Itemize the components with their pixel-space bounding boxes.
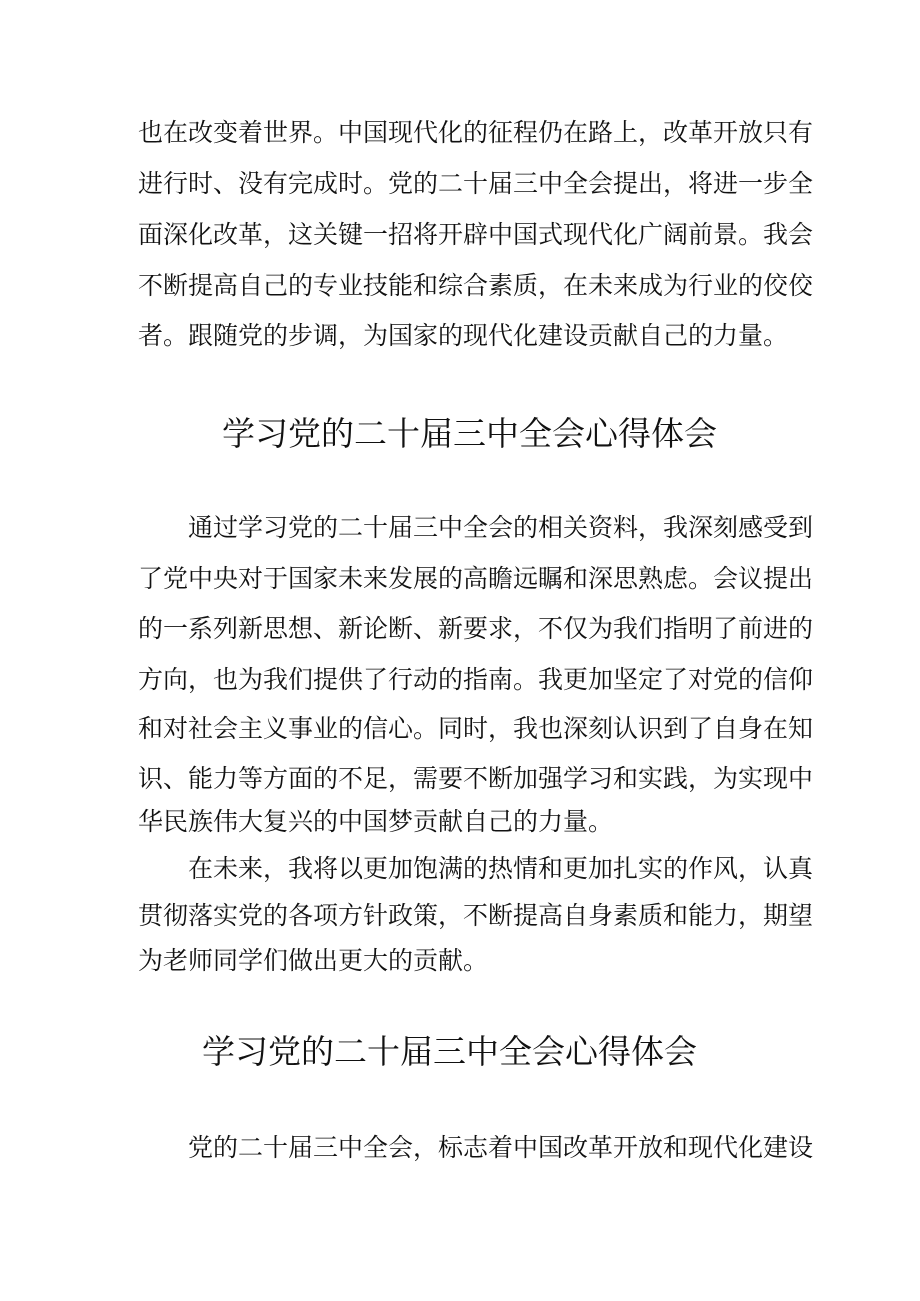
paragraph-line: 也在改变着世界。中国现代化的征程仍在路上，改革开放只有 <box>138 118 814 147</box>
paragraph-line: 华民族伟大复兴的中国梦贡献自己的力量。 <box>138 807 614 836</box>
paragraph-line: 了党中央对于国家未来发展的高瞻远瞩和深思熟虑。会议提出 <box>138 564 814 593</box>
paragraph-line: 在未来，我将以更加饱满的热情和更加扎实的作风，认真 <box>188 854 814 883</box>
paragraph-line: 不断提高自己的专业技能和综合素质，在未来成为行业的佼佼 <box>138 271 814 300</box>
paragraph-line: 贯彻落实党的各项方针政策，不断提高自身素质和能力，期望 <box>138 901 814 930</box>
section-title: 学习党的二十届三中全会心得体会 <box>222 414 717 453</box>
paragraph-line: 党的二十届三中全会，标志着中国改革开放和现代化建设 <box>188 1133 814 1162</box>
paragraph-line: 和对社会主义事业的信心。同时，我也深刻认识到了自身在知 <box>138 714 814 743</box>
paragraph-line: 识、能力等方面的不足，需要不断加强学习和实践，为实现中 <box>138 764 814 793</box>
paragraph-line: 的一系列新思想、新论断、新要求，不仅为我们指明了前进的 <box>138 614 814 643</box>
paragraph-line: 通过学习党的二十届三中全会的相关资料，我深刻感受到 <box>188 513 814 542</box>
paragraph-line: 进行时、没有完成时。党的二十届三中全会提出，将进一步全 <box>138 169 814 198</box>
paragraph-line: 方向，也为我们提供了行动的指南。我更加坚定了对党的信仰 <box>138 665 814 694</box>
paragraph-line: 为老师同学们做出更大的贡献。 <box>138 946 489 975</box>
section-title: 学习党的二十届三中全会心得体会 <box>202 1032 697 1071</box>
paragraph-line: 者。跟随党的步调，为国家的现代化建设贡献自己的力量。 <box>138 321 789 350</box>
paragraph-line: 面深化改革，这关键一招将开辟中国式现代化广阔前景。我会 <box>138 220 814 249</box>
